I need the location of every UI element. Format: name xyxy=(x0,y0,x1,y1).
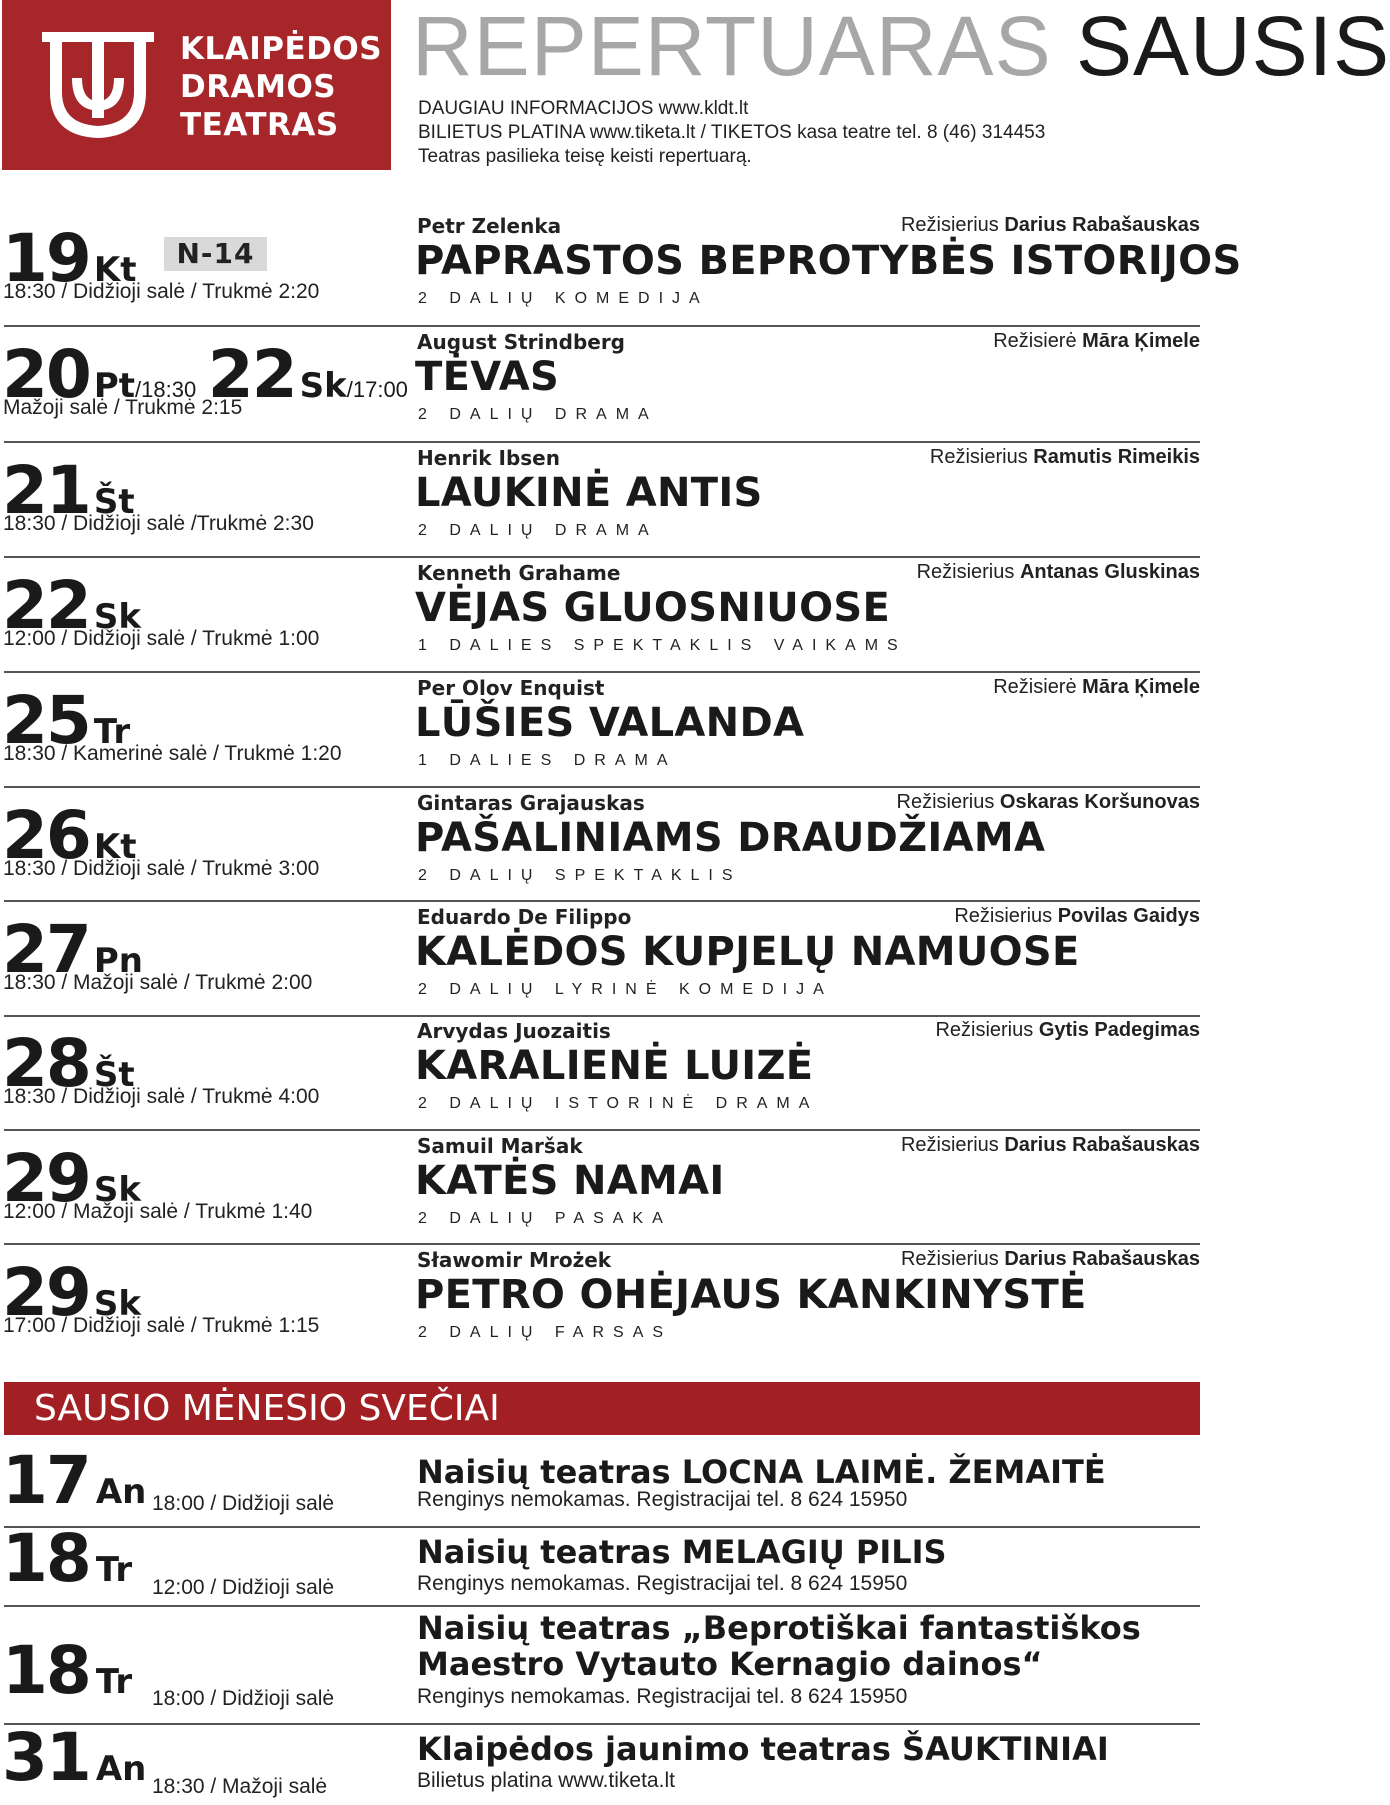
show-day-number: 29 xyxy=(2,1254,90,1331)
show-director xyxy=(993,330,1200,353)
show-author: Eduardo De Filippo xyxy=(417,905,632,929)
show-time: /17:00 xyxy=(346,377,408,402)
director-role: Režisierius xyxy=(900,1134,999,1156)
director-role: Režisierius xyxy=(954,905,1053,927)
director-role: Režisierius xyxy=(935,1019,1034,1041)
show-genre: 1 DALIES DRAMA xyxy=(418,752,677,769)
show-author: Per Olov Enquist xyxy=(417,676,605,700)
show-director xyxy=(917,561,1200,584)
show-day-number: 26 xyxy=(2,797,90,874)
show-row xyxy=(0,671,1200,785)
guest-time: 18:30 / Mažoji salė xyxy=(152,1775,328,1798)
show-weekday: Kt xyxy=(93,250,137,290)
show-day-number: 22 xyxy=(207,336,296,413)
director-name: Antanas Gluskinas xyxy=(1019,561,1200,583)
show-title: LŪŠIES VALANDA xyxy=(415,700,805,746)
show-row xyxy=(0,325,1200,439)
show-director xyxy=(901,1134,1200,1157)
guest-day-number: 17 xyxy=(2,1442,90,1519)
show-day-number: 27 xyxy=(2,911,90,988)
show-genre: 2 DALIŲ DRAMA xyxy=(418,406,658,423)
director-role: Režisierė xyxy=(993,330,1077,352)
page-title-month: SAUSIS xyxy=(1075,0,1390,93)
director-name: Darius Rabašauskas xyxy=(1004,1134,1200,1156)
show-genre: 1 DALIES SPEKTAKLIS VAIKAMS xyxy=(418,637,907,654)
director-name: Māra Ķimele xyxy=(1082,330,1200,352)
guest-weekday: Tr xyxy=(95,1550,133,1590)
show-director xyxy=(901,1248,1200,1271)
show-director xyxy=(954,905,1200,928)
show-time: /18:30 xyxy=(135,377,197,402)
guest-title: Naisių teatras „Beprotiškai fantastiškos xyxy=(417,1609,1141,1647)
guest-row xyxy=(0,1719,1200,1805)
guest-day-number: 18 xyxy=(2,1632,90,1709)
director-role: Režisierius xyxy=(929,446,1028,468)
theatre-name-line: TEATRAS xyxy=(180,107,339,143)
director-name: Darius Rabašauskas xyxy=(1004,1248,1200,1270)
show-weekday: Sk xyxy=(93,1170,141,1210)
director-role: Režisierius xyxy=(900,214,999,236)
show-title: KATĖS NAMAI xyxy=(415,1158,725,1204)
show-row xyxy=(0,209,1242,323)
show-day-number: 21 xyxy=(2,452,90,529)
show-director xyxy=(901,214,1200,237)
show-meta: 18:30 / Didžioji salė / Trukmė 2:20 xyxy=(3,280,320,303)
show-meta: Mažoji salė / Trukmė 2:15 xyxy=(3,396,243,419)
guest-title: Naisių teatras LOCNA LAIMĖ. ŽEMAITĖ xyxy=(417,1453,1106,1491)
show-row xyxy=(0,441,1200,555)
guest-note: Renginys nemokamas. Registracijai tel. 8 624 15950 xyxy=(417,1685,908,1708)
info-line-disclaimer: Teatras pasilieka teisę keisti repertuarą. xyxy=(418,146,752,167)
theatre-logo-block xyxy=(2,0,391,170)
guest-time: 18:00 / Didžioji salė xyxy=(152,1687,335,1710)
show-day-number: 29 xyxy=(2,1140,90,1217)
show-genre: 2 DALIŲ DRAMA xyxy=(418,522,658,539)
show-director xyxy=(935,1019,1200,1042)
guest-title: Naisių teatras MELAGIŲ PILIS xyxy=(417,1533,947,1571)
header-info xyxy=(418,97,1045,169)
guest-row xyxy=(0,1520,1200,1606)
show-weekday: Sk xyxy=(93,1284,141,1324)
show-weekday: Kt xyxy=(93,827,137,867)
show-title: PAŠALINIAMS DRAUDŽIAMA xyxy=(415,815,1046,861)
show-row xyxy=(0,1243,1200,1357)
info-line-website: DAUGIAU INFORMACIJOS www.kldt.lt xyxy=(418,98,749,119)
page-title xyxy=(412,0,1390,93)
show-director xyxy=(897,791,1200,814)
show-weekday: Pt xyxy=(93,366,136,406)
show-director xyxy=(993,676,1200,699)
show-genre: 2 DALIŲ KOMEDIJA xyxy=(418,290,709,307)
show-day-number: 22 xyxy=(2,567,90,644)
show-row xyxy=(0,556,1200,670)
show-title: PETRO OHĖJAUS KANKINYSTĖ xyxy=(415,1272,1087,1318)
show-title: LAUKINĖ ANTIS xyxy=(415,470,763,516)
director-name: Ramutis Rimeikis xyxy=(1033,446,1200,468)
show-title: PAPRASTOS BEPROTYBĖS ISTORIJOS xyxy=(415,238,1242,284)
show-row xyxy=(0,786,1200,900)
show-day-number: 19 xyxy=(2,220,90,297)
guest-day-number: 31 xyxy=(2,1719,90,1796)
director-role: Režisierius xyxy=(900,1248,999,1270)
director-role: Režisierė xyxy=(993,676,1077,698)
guest-weekday: An xyxy=(95,1472,147,1512)
show-author: Kenneth Grahame xyxy=(417,561,621,585)
show-day-number: 25 xyxy=(2,682,90,759)
show-weekday: Sk xyxy=(299,366,347,406)
theatre-name-line: DRAMOS xyxy=(180,69,337,105)
show-meta: 18:30 / Kamerinė salė / Trukmė 1:20 xyxy=(3,742,342,765)
show-author: Gintaras Grajauskas xyxy=(417,791,645,815)
guest-date xyxy=(2,1442,146,1519)
theatre-name-line: KLAIPĖDOS xyxy=(180,31,383,67)
show-genre: 2 DALIŲ PASAKA xyxy=(418,1210,672,1227)
show-meta: 17:00 / Didžioji salė / Trukmė 1:15 xyxy=(3,1314,320,1337)
show-row xyxy=(0,1014,1200,1128)
show-meta: 12:00 / Didžioji salė / Trukmė 1:00 xyxy=(3,627,320,650)
director-role: Režisierius xyxy=(916,561,1015,583)
page-title-repertoire: REPERTUARAS xyxy=(412,0,1052,93)
director-role: Režisierius xyxy=(896,791,995,813)
theatre-name xyxy=(180,30,382,144)
guest-date xyxy=(2,1632,132,1709)
show-author: Sławomir Mrożek xyxy=(417,1248,612,1272)
show-author: Samuil Maršak xyxy=(417,1134,583,1158)
guest-note: Renginys nemokamas. Registracijai tel. 8 624 15950 xyxy=(417,1572,908,1595)
guest-title: Klaipėdos jaunimo teatras ŠAUKTINIAI xyxy=(417,1730,1109,1768)
show-title: KALĖDOS KUPJELŲ NAMUOSE xyxy=(415,929,1080,975)
show-author: Petr Zelenka xyxy=(417,214,562,238)
guest-date xyxy=(2,1719,146,1796)
guest-weekday: An xyxy=(95,1749,147,1789)
show-weekday: Št xyxy=(93,1055,135,1095)
show-author: Henrik Ibsen xyxy=(417,446,560,470)
theatre-emblem-icon xyxy=(42,28,154,144)
show-director xyxy=(930,446,1200,469)
show-row xyxy=(0,900,1200,1014)
show-meta: 18:30 / Didžioji salė / Trukmė 4:00 xyxy=(3,1085,320,1108)
guest-weekday: Tr xyxy=(95,1662,133,1702)
show-meta: 18:30 / Mažoji salė / Trukmė 2:00 xyxy=(3,971,313,994)
guest-row xyxy=(0,1440,1200,1524)
show-weekday: Tr xyxy=(93,712,131,752)
guest-time: 12:00 / Didžioji salė xyxy=(152,1576,335,1599)
guest-note: Renginys nemokamas. Registracijai tel. 8 624 15950 xyxy=(417,1488,908,1511)
guest-row xyxy=(0,1605,1200,1723)
age-rating-badge: N-14 xyxy=(164,237,266,271)
guests-banner xyxy=(4,1382,1200,1435)
show-weekday: Št xyxy=(93,482,135,522)
show-genre: 2 DALIŲ SPEKTAKLIS xyxy=(418,867,742,884)
director-name: Gytis Padegimas xyxy=(1038,1019,1200,1041)
show-author: Arvydas Juozaitis xyxy=(417,1019,611,1043)
show-genre: 2 DALIŲ FARSAS xyxy=(418,1324,673,1341)
director-name: Māra Ķimele xyxy=(1082,676,1200,698)
show-meta: 18:30 / Didžioji salė /Trukmė 2:30 xyxy=(3,512,314,535)
show-genre: 2 DALIŲ LYRINĖ KOMEDIJA xyxy=(418,981,833,998)
show-genre: 2 DALIŲ ISTORINĖ DRAMA xyxy=(418,1095,819,1112)
info-line-tickets: BILIETUS PLATINA www.tiketa.lt / TIKETOS kasa teatre tel. 8 (46) 314453 xyxy=(418,122,1046,143)
show-title: KARALIENĖ LUIZĖ xyxy=(415,1043,814,1089)
guest-day-number: 18 xyxy=(2,1520,90,1597)
show-meta: 12:00 / Mažoji salė / Trukmė 1:40 xyxy=(3,1200,313,1223)
guests-heading: SAUSIO MĖNESIO SVEČIAI xyxy=(34,1388,500,1429)
guest-note: Bilietus platina www.tiketa.lt xyxy=(417,1769,675,1792)
show-weekday: Sk xyxy=(93,597,141,637)
show-author: August Strindberg xyxy=(417,330,625,354)
guest-time: 18:00 / Didžioji salė xyxy=(152,1492,335,1515)
show-day-number: 20 xyxy=(2,336,90,413)
show-title: TĖVAS xyxy=(415,354,560,400)
director-name: Darius Rabašauskas xyxy=(1004,214,1200,236)
show-weekday: Pn xyxy=(93,941,143,981)
guest-date xyxy=(2,1520,132,1597)
show-row xyxy=(0,1129,1200,1243)
show-day-number: 28 xyxy=(2,1025,90,1102)
guest-title: Maestro Vytauto Kernagio dainos“ xyxy=(417,1645,1043,1683)
show-meta: 18:30 / Didžioji salė / Trukmė 3:00 xyxy=(3,857,320,880)
show-title: VĖJAS GLUOSNIUOSE xyxy=(415,585,891,631)
director-name: Oskaras Koršunovas xyxy=(999,791,1200,813)
director-name: Povilas Gaidys xyxy=(1057,905,1200,927)
